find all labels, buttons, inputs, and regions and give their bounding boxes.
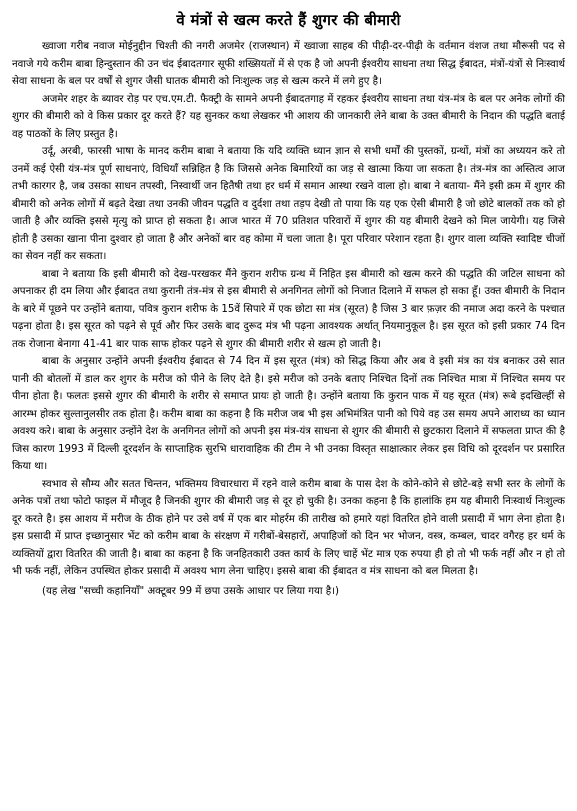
article-paragraph-6: स्वभाव से सौम्य और सतत चिन्तन, भक्तिमय विचारधारा में रहने वाले करीम बाबा के पास देश के कोने-कोने से छोटे-बड़े सभी स्तर के लोगों के अनेक पत्रों तथा फोटो फाइल में मौजूद है जिनकी शुगर की बीमारी जड़ से दूर हो चुकी है। उनका कहना है कि हालांकि हम यह बीमारी निःस्वार्थ निःशुल्क दूर करते है। इस आशय में मरीज के ठीक होने पर उसे वर्ष में एक बार मोहर्रम की तारीख को हमारे यहां वितरित होने वाली प्रसादी में भाग लेना होता है। इस प्रसादी में प्राप्त इच्छानुसार भेंट को करीम बाबा के संरक्षण में गरीबों-बेसहारों, अपाहिजों को दिन भर भोजन, वस्त्र, कम्बल, चादर वगैरह हर धर्म के व्यक्तियों द्वारा वितरित की जाती है। बाबा का कहना है कि जनहितकारी उक्त कार्य के लिए चाहें भेंट मात्र एक रुपया ही हो तो भी फर्क नहीं और न हो तो भी फर्क नहीं, लेकिन उपस्थित होकर प्रसादी में अवश्य भाग लेना चाहिए। इससे बाबा की ईबादत व मंत्र साधना को बल मिलता है। xyxy=(12,478,565,577)
article-title: वे मंत्रों से खत्म करते हैं शुगर की बीमारी xyxy=(176,11,401,29)
article-paragraph-2: अजमेर शहर के ब्यावर रोड़ पर एच.एम.टी. फैक्ट्री के सामने अपनी ईबादतगाह में रहकर ईश्वरीय साधना तथा यंत्र-मंत्र के बल पर अनेक लोगों की शुगर की बीमारी को वे किस प्रकार दूर करते हैं? यह सुनकर कथा लेखकर भी आशय की जानकारी लेने बाबा के उक्त बीमारी के निदान की पद्धति बताई वह पाठकों के लिए प्रस्तुत है। xyxy=(12,93,565,140)
article-paragraph-1: ख्वाजा गरीब नवाज मोईनुद्दीन चिश्ती की नगरी अजमेर (राजस्थान) में ख्वाजा साहब की पीढ़ी-दर-पीढ़ी के वर्तमान वंशज तथा मौरूसी पद से नवाजे गये करीम बाबा हिन्दुस्तान की उन चंद ईबादतगार सूफी शख्सियतों में से एक है जो अपनी ईश्वरीय साधना तथा सिद्ध ईबादत, मंत्रों-यंत्रों से निःस्वार्थ सेवा साधना के बल पर वर्षों से शुगर जैसी घातक बीमारी को निःशुल्क जड़ से खत्म करने में लगे हुए है। xyxy=(12,41,565,87)
article-paragraph-3: उर्दू, अरबी, फारसी भाषा के मानद करीम बाबा ने बताया कि यदि व्यक्ति ध्यान ज्ञान से सभी धर्मों की पुस्तकों, ग्रन्थों, मंत्रों का अध्ययन करे तो उनमें कई ऐसी यंत्र-मंत्र पूर्ण साधनाएं, विधियाँ सन्निहित है कि जिससे अनेक बिमारियों का जड़ से खात्मा किया जा सकता है। तंत्र-मंत्र का अस्तित्व आज तभी कारगर है, जब उसका साधन तपस्वी, निस्वार्थी जन हितैषी तथा हर धर्म में समान आस्था रखने वाला हो। बाबा ने बताया- मैंने इसी क्रम में शुगर की बीमारी को अनेक लोगों में बढ़ते देखा तथा उनकी जीवन पद्धति व दुर्दशा तथा तड़प देखी तो पाया कि यह एक ऐसी बीमारी है जो छोटे बालकों तक को हो जाती है और व्यक्ति इससे मृत्यु को प्राप्त हो सकता है। आज भारत में 70 प्रतिशत परिवारों में शुगर की यह बीमारी देखने को मिल जायेगी। यह जिसे होती है उसका खाना पीना दुश्वार हो जाता है और अनेकों बार वह कोमा में चला जाता है। पूरा परिवार परेशान रहता है। शुगर वाला व्यक्ति स्वादिष्ट चीजों का सेवन नहीं कर सकता। xyxy=(12,146,565,262)
article-paragraph-5: बाबा के अनुसार उन्होंने अपनी ईश्वरीय ईबादत से 74 दिन में इस सूरत (मंत्र) को सिद्ध किया और अब वे इसी मंत्र का यंत्र बनाकर उसे सात पानी की बोतलों में डाल कर शुगर के मरीज को पीने के लिए देते है। इसे मरीज को उनके बताए निश्चित दिनों तक निश्चित मात्रा में निश्चित समय पर पीना होता है। फलतः इससे शुगर की बीमारी के शरीर से समाप्त प्रायः हो जाती है। उन्होंने बताया कि कुरान पाक में यह सूरत (मंत्र) रूबे इदखिल्हीं से आरम्भ होकर सुल्तानुलसीर तक होता है। करीम बाबा का कहना है कि मरीज जब भी इस अभिमंत्रित पानी को पिये वह उस समय अपने आराध्य का ध्यान अवश्य करे। बाबा के अनुसार उन्होंने देश के अनगिनत लोगों को अपनी इस मंत्र-यंत्र साधना से शुगर की बीमारी से छुटकारा दिलाने में सफलता प्राप्त की है जिस कारण 1993 में दिल्ली दूरदर्शन के साप्ताहिक सुरभि धारावाहिक की टीम ने भी उनका विस्तृत साक्षात्कार लेकर इस विधि को दूरदर्शन पर प्रसारित किया था। xyxy=(12,356,565,472)
article-footnote: (यह लेख "सच्ची कहानियाँ" अक्टूबर 99 में छपा उसके आधार पर लिया गया है।) xyxy=(42,585,339,597)
article-paragraph-4: बाबा ने बताया कि इसी बीमारी को देख-परखकर मैंने कुरान शरीफ ग्रन्थ में निहित इस बीमारी को खत्म करने की पद्धति की जटिल साधना को अपनाकर ही दम लिया और ईबादत तथा कुरानी तंत्र-मंत्र से इस बीमारी से अनगिनत लोगों को निजात दिलाने में सफल हो सका हूँ। उक्त बीमारी के निदान के बारे में पूछने पर उन्होंने बताया, पवित्र कुरान शरीफ के 15वें सिपारे में एक छोटा सा मंत्र (सूरत) है जिस 3 बार फ़ज़र की नमाज अदा करने के पश्चात पढ़ना होता है। इस सूरत को पढ़ने से पूर्व और फिर उसके बाद दुरूद मंत्र भी पढ़ना आवश्यक अर्थात् नियमानुकूल है। इस सूरत को इसी प्रकार 74 दिन तक रोजाना बेनागा 41-41 बार पाक साफ होकर पढ़ने से शुगर की बीमारी शरीर से खत्म हो जाती है। xyxy=(12,268,565,350)
